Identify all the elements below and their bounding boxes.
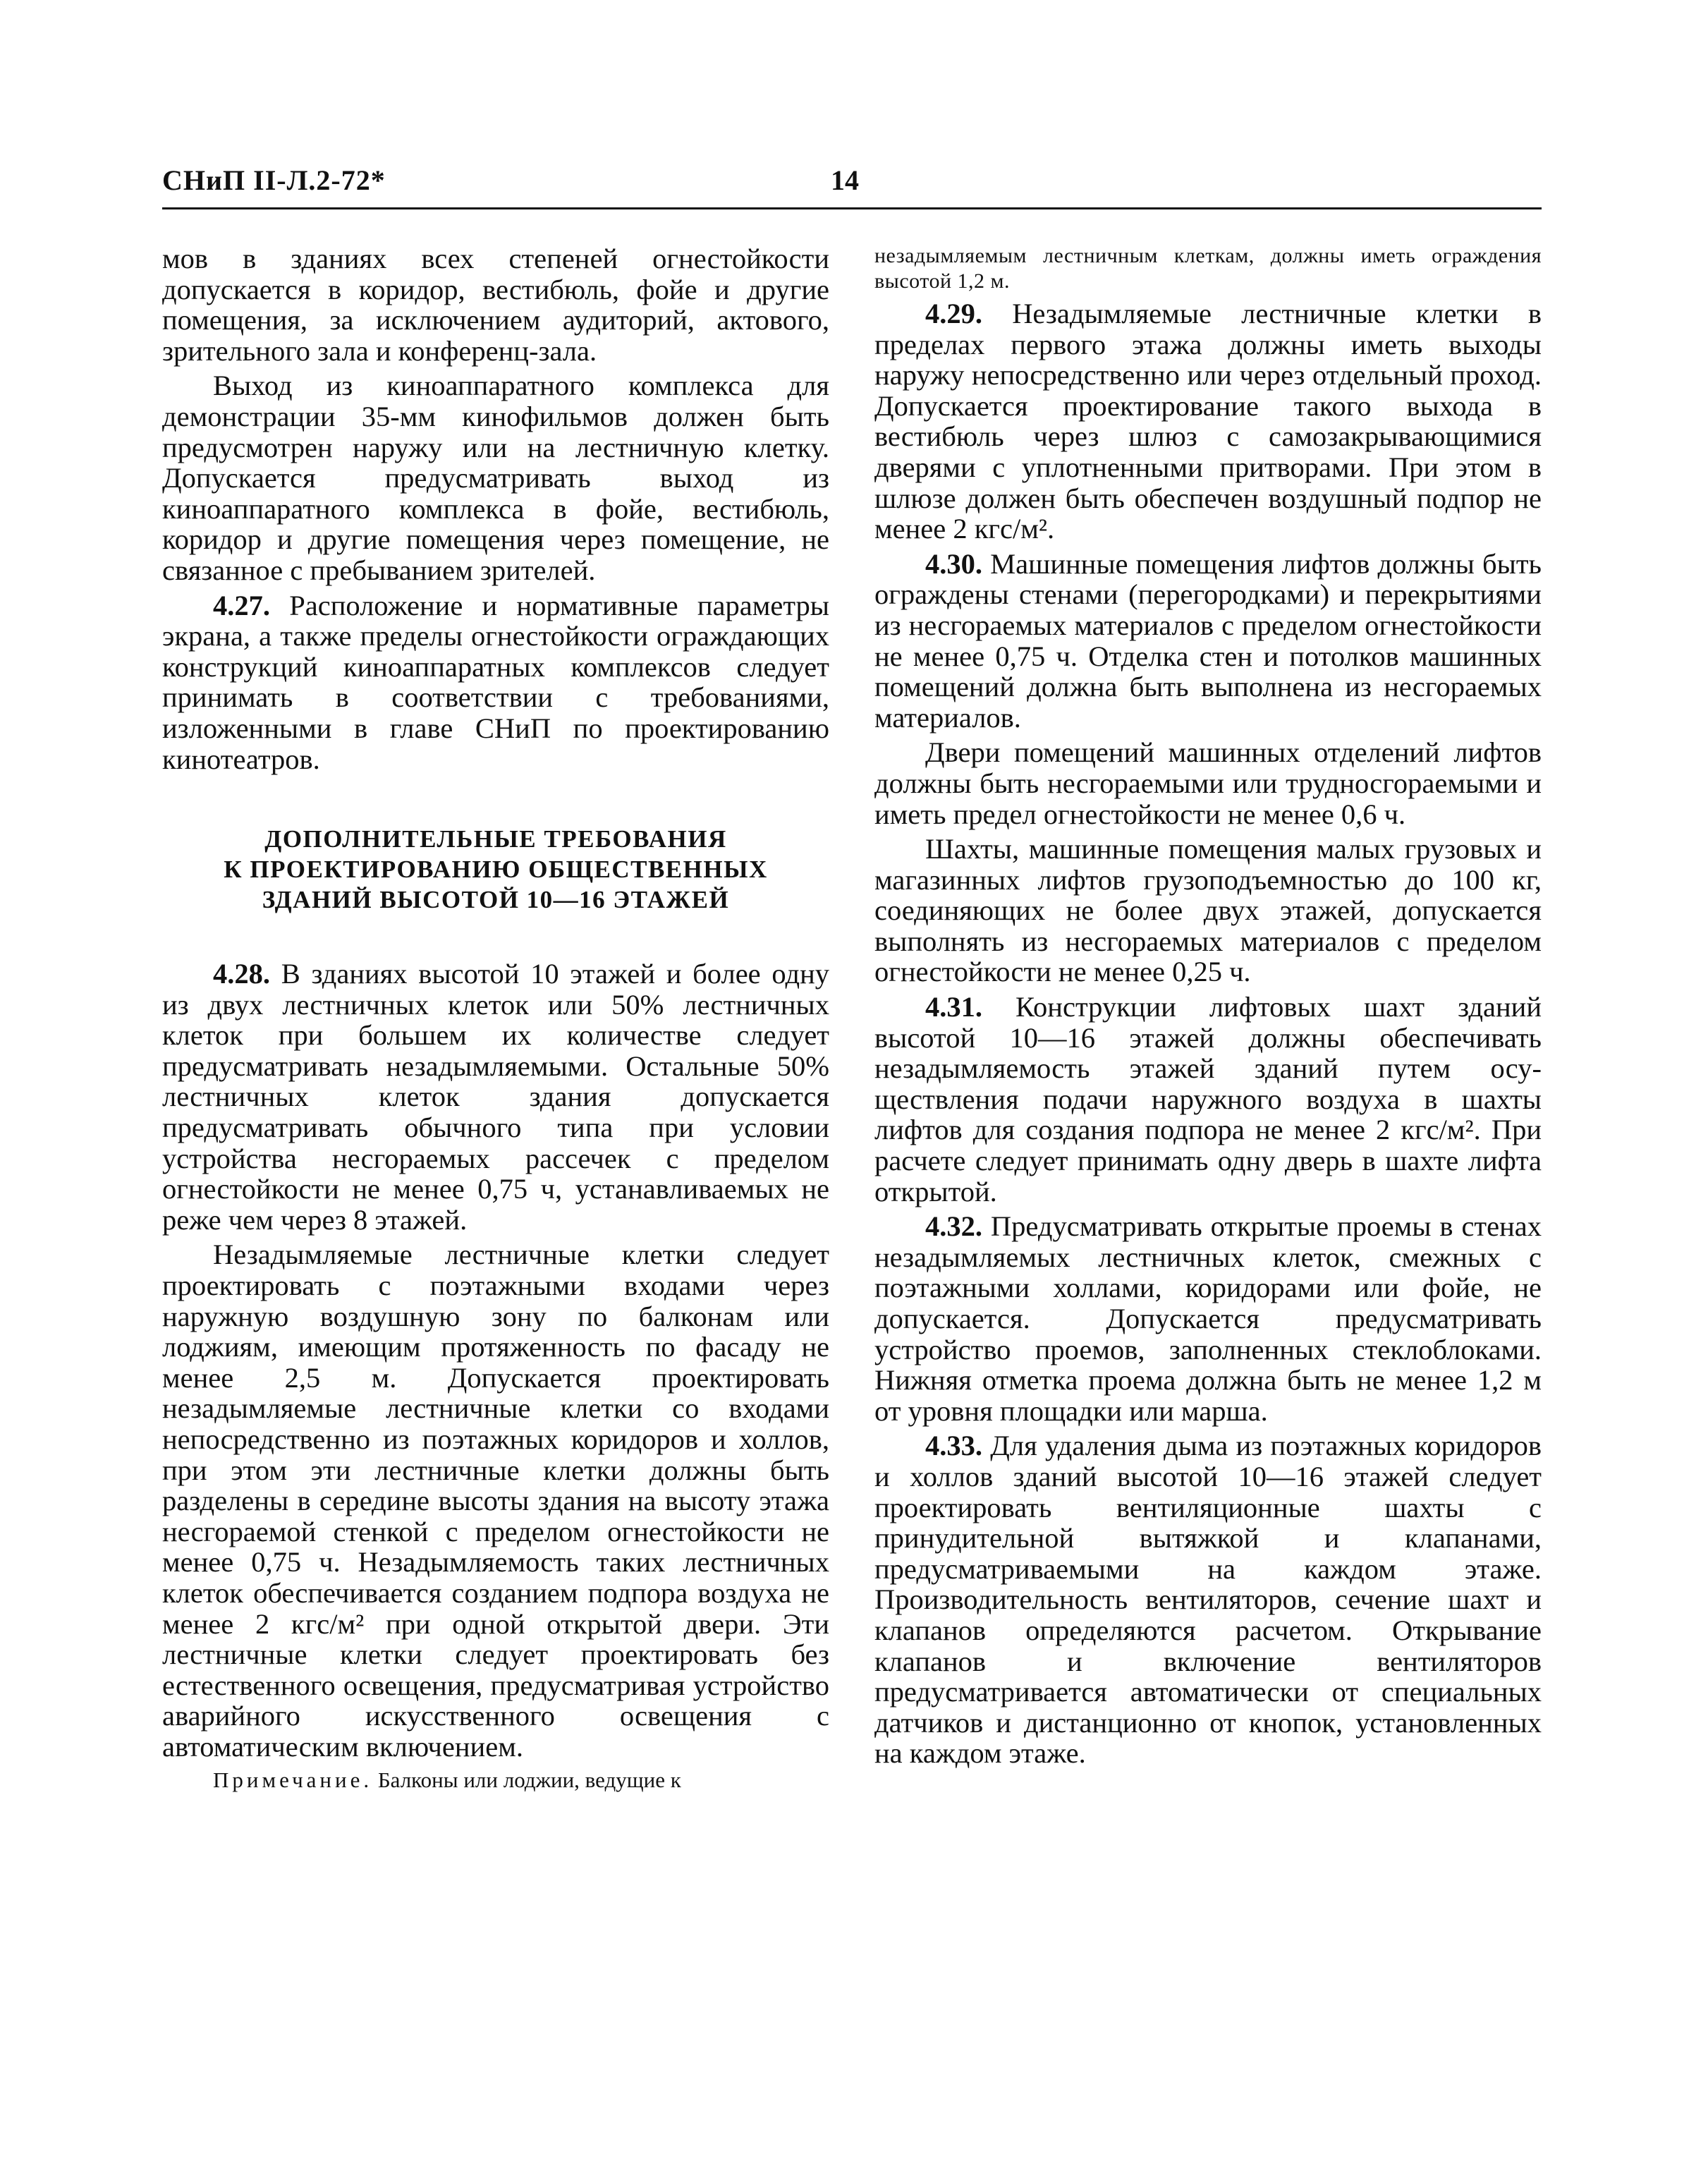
section-heading-line: ДОПОЛНИТЕЛЬНЫЕ ТРЕБОВАНИЯ — [264, 825, 727, 853]
clause-number: 4.30. — [925, 547, 982, 580]
document-code: СНиП II-Л.2-72* — [162, 164, 386, 196]
paragraph-projection-exit: Выход из киноаппаратного комплекса для демонстрации 35-мм кинофильмов должен быть предусмотрен наружу или на лестничную клетку. Допускается предусматривать выход из киноаппаратного комплекса в фойе, вестибюль, коридор и другие помещения через помещение, не связанное с пребыванием зрителей. — [162, 370, 829, 586]
clause-4-32 — [874, 1211, 1542, 1426]
note-label: Примечание. — [213, 1767, 373, 1792]
clause-text: Для удаления дыма из поэтажных коридоров и холлов зданий высотой 10—16 этажей следует проектировать вентиляционные шахты с принудительной вытяжкой и клапанами, предусматриваемыми на каждом этаже. Производительность вентиляторов, сечение шахт и клапанов определяются расчетом. Открывание клапанов и включение вентиляторов предусматривается автоматически от специальных датчиков и дистанционно от кнопок, установленных на каждом этаже. — [874, 1430, 1542, 1770]
clause-4-28 — [162, 959, 829, 1235]
paragraph-smokeproof-stairs: Незадымляемые лестничные клетки следует проектировать с поэтажными входами через наружную воздушную зону по балконам или лоджиям, имеющим протяженность по фасаду не менее 2,5 м. Допускается проектировать незадымляемые лестничные клетки со входами непосредственно из поэтажных коридоров и холлов, при этом эти лестничные клетки должны быть разделены в середине высоты здания на высоту этажа несгораемой стенкой с пределом огнестойкости не менее 0,75 ч. Незадымляемость таких лестничных клеток обеспечивается созданием подпора воздуха не менее 2 кгс/м² при одной открытой двери. Эти лестничные клетки следует проектировать без естественного освещения, предусматривая устройство аварийного искусственного освещения с автоматическим включением. — [162, 1239, 829, 1763]
note-text: Балконы или лоджии, ведущие к — [377, 1767, 681, 1792]
clause-text: Конструкции лифтовых шахт зданий высотой 10—16 этажей должны обеспечивать незадымляемость этажей зданий путем осуществления подачи наружного воздуха в шахты лифтов для создания подпора не менее 2 кгс/м². При расчете следует принимать одну дверь в шахте лифта открытой. — [874, 991, 1542, 1207]
clause-4-33 — [874, 1430, 1542, 1769]
clause-number: 4.28. — [213, 958, 270, 990]
section-heading-line: К ПРОЕКТИРОВАНИЮ ОБЩЕСТВЕННЫХ — [224, 856, 768, 884]
paragraph-small-lifts: Шахты, машинные помещения малых грузовых и магазинных лифтов грузоподъемностью до 100 кг, соединяющих не более двух этажей, допускается выполнять из несгораемых материалов с пределом огнестойкости не менее 0,25 ч. — [874, 833, 1542, 988]
clause-4-29 — [874, 298, 1542, 544]
clause-number: 4.29. — [925, 298, 982, 329]
clause-number: 4.27. — [213, 589, 270, 621]
clause-4-27 — [162, 590, 829, 775]
clause-text: Предусматривать открытые проемы в стенах незадымляемых лестничных клеток, смежных с поэтажными холлами, коридорами или фойе, не допускается. Допускается предусматривать устройство проемов, заполненных стеклоблоками. Нижняя отметка проема должна быть не менее 1,2 м от уровня площадки или марша. — [874, 1210, 1542, 1427]
left-column — [162, 243, 829, 1798]
clause-text: Машинные помещения лифтов должны быть ограждены стенами (перегородками) и перекрытиями из несгораемых материалов с пределом огнестойкости не менее 0,75 ч. Отделка стен и потолков машинных помещений должна быть выполнена из несгораемых материалов. — [874, 547, 1542, 734]
paragraph-machine-room-doors: Двери помещений машинных отделений лифтов должны быть несгораемыми или трудносгораемыми и иметь предел огнестойкости не менее 0,6 ч. — [874, 736, 1542, 830]
clause-4-31 — [874, 992, 1542, 1207]
page-header — [162, 161, 1542, 209]
clause-text: Расположение и нормативные параметры экрана, а также пределы огнестойкости ограждающих конструкций киноаппаратных комплексов следует принимать в соответствии с требованиями, изложенными в главе СНиП по проектированию кинотеатров. — [162, 589, 829, 775]
clause-number: 4.31. — [925, 991, 982, 1023]
clause-number: 4.33. — [925, 1430, 982, 1462]
paragraph-continued: мов в зданиях всех степеней огнестойкости допускается в коридор, вестибюль, фойе и другие помещения, за исключением аудиторий, актового, зрительного зала и конференц-зала. — [162, 243, 829, 367]
section-heading — [162, 824, 829, 915]
clause-number: 4.32. — [925, 1210, 982, 1243]
right-column — [874, 243, 1542, 1773]
clause-text: В зданиях высотой 10 этажей и более одну из двух лестничных клеток или 50% лестничных клеток при большем их количестве следует предусматривать незадымляемыми. Остальные 50% лестничных клеток здания допускается предусматривать обычного типа при условии устройства несгораемых рассечек с пределом огнестойкости не менее 0,75 ч, устанавливаемых не реже чем через 8 этажей. — [162, 958, 829, 1236]
clause-4-30 — [874, 549, 1542, 734]
note-continued: незадымляемым лестничным клеткам, должны иметь ограждения высотой 1,2 м. — [874, 244, 1542, 293]
note — [162, 1767, 829, 1794]
clause-text: Незадымляемые лестничные клетки в пределах первого этажа должны иметь выходы наружу непосредственно или через отдельный проход. Допускается проектирование такого выхода в вестибюль через шлюз с самозакрывающимися дверями с уплотненными притворами. При этом в шлюзе должен быть обеспечен воздушный подпор не менее 2 кгс/м². — [874, 298, 1542, 545]
section-heading-line: ЗДАНИЙ ВЫСОТОЙ 10—16 ЭТАЖЕЙ — [262, 886, 730, 914]
page-number: 14 — [831, 164, 859, 196]
